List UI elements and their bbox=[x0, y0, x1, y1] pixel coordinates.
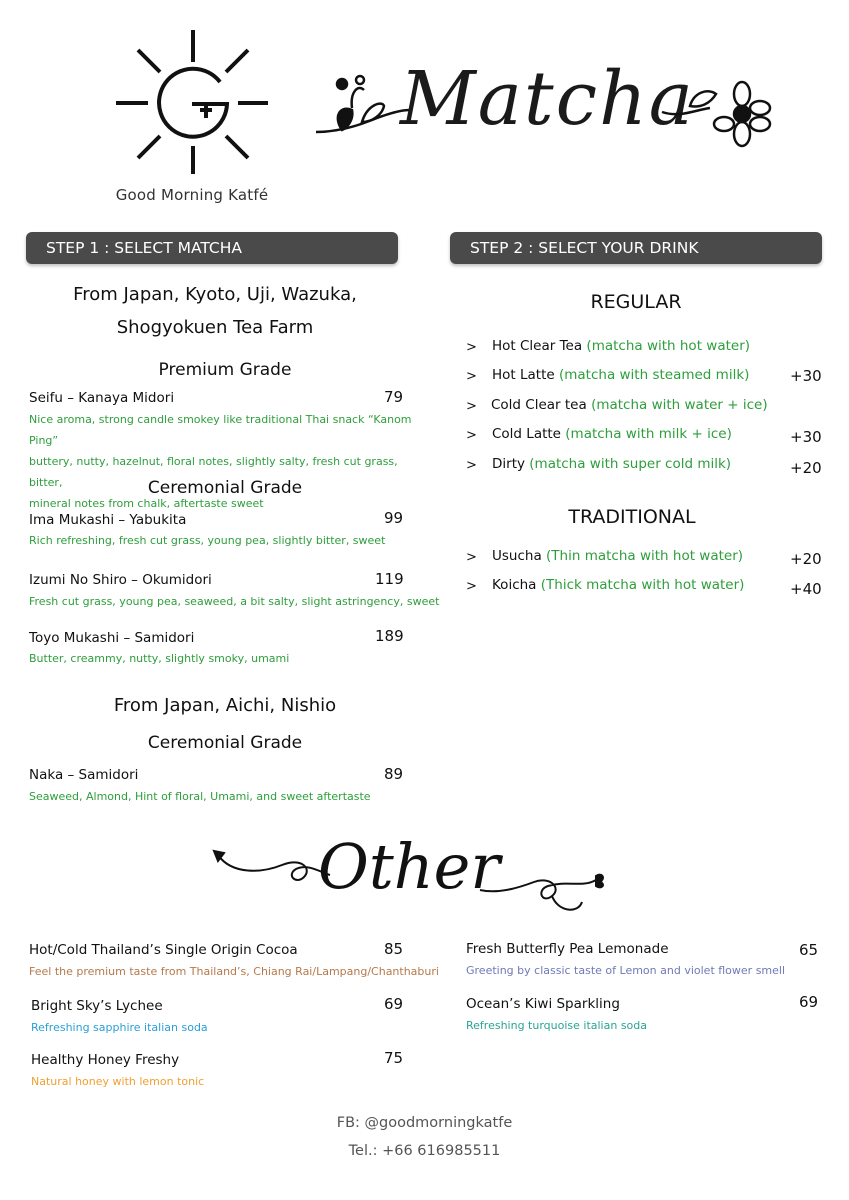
addon-price: +30 bbox=[790, 428, 822, 446]
right-flower-ornament-icon bbox=[660, 78, 772, 150]
matcha-item-name: Ima Mukashi – Yabukita bbox=[29, 512, 187, 528]
other-right-swirl-icon bbox=[478, 852, 608, 922]
other-item-price: 65 bbox=[799, 941, 819, 959]
other-item-description: Refreshing sapphire italian soda bbox=[31, 1021, 208, 1034]
matcha-item-description: Nice aroma, strong candle smokey like traditional Thai snack “Kanom Ping” buttery, nutty, hazelnut, floral notes, slightly salty, fresh cut grass, bitter, mineral notes from chalk, aftertaste sweet bbox=[29, 413, 412, 510]
chevron-right-icon: > bbox=[466, 369, 477, 384]
addon-price: +30 bbox=[790, 367, 822, 385]
other-item-price: 75 bbox=[384, 1049, 404, 1067]
other-item-name: Healthy Honey Freshy bbox=[31, 1052, 180, 1068]
chevron-right-icon: > bbox=[466, 458, 477, 473]
traditional-heading: TRADITIONAL bbox=[568, 506, 696, 528]
other-item-description: Feel the premium taste from Thailand’s, Chiang Rai/Lampang/Chanthaburi bbox=[29, 965, 439, 978]
phone-contact: Tel.: +66 616985511 bbox=[348, 1143, 501, 1159]
ceremonial-grade-heading: Ceremonial Grade bbox=[147, 478, 303, 498]
matcha-item-description: Rich refreshing, fresh cut grass, young pea, slightly bitter, sweet bbox=[29, 534, 386, 547]
matcha-item-name: Naka – Samidori bbox=[29, 767, 139, 783]
other-item-name: Ocean’s Kiwi Sparkling bbox=[466, 996, 620, 1012]
other-item-description: Natural honey with lemon tonic bbox=[31, 1075, 205, 1088]
other-left-swirl-icon bbox=[212, 845, 332, 905]
drink-option: Cold Clear tea (matcha with water + ice) bbox=[491, 397, 768, 413]
chevron-right-icon: > bbox=[466, 579, 477, 594]
matcha-item-name: Seifu – Kanaya Midori bbox=[29, 390, 175, 406]
drink-option: Dirty (matcha with super cold milk) bbox=[492, 456, 732, 472]
chevron-right-icon: > bbox=[466, 550, 477, 565]
other-section-title: Other bbox=[318, 830, 501, 903]
ceremonial-grade-heading: Ceremonial Grade bbox=[147, 733, 303, 753]
step1-header: STEP 1 : SELECT MATCHA bbox=[26, 232, 398, 264]
matcha-item-name: Izumi No Shiro – Okumidori bbox=[29, 572, 212, 588]
origin-heading-aichi: From Japan, Aichi, Nishio bbox=[113, 695, 337, 716]
drink-option: Koicha (Thick matcha with hot water) bbox=[492, 577, 745, 593]
drink-option: Usucha (Thin matcha with hot water) bbox=[492, 548, 744, 564]
other-item-price: 69 bbox=[799, 993, 819, 1011]
chevron-right-icon: > bbox=[466, 340, 477, 355]
other-item-price: 69 bbox=[384, 995, 404, 1013]
brand-name: Good Morning Katfé bbox=[115, 186, 269, 204]
matcha-item-name: Toyo Mukashi – Samidori bbox=[29, 630, 195, 646]
matcha-item-price: 99 bbox=[384, 509, 404, 527]
step2-header: STEP 2 : SELECT YOUR DRINK bbox=[450, 232, 822, 264]
drink-option: Cold Latte (matcha with milk + ice) bbox=[492, 426, 732, 442]
matcha-item-price: 119 bbox=[375, 570, 404, 588]
other-item-description: Greeting by classic taste of Lemon and violet flower smell bbox=[466, 964, 786, 977]
facebook-contact: FB: @goodmorningkatfe bbox=[336, 1115, 513, 1131]
drink-option: Hot Latte (matcha with steamed milk) bbox=[492, 367, 750, 383]
other-item-name: Hot/Cold Thailand’s Single Origin Cocoa bbox=[29, 942, 298, 958]
addon-price: +20 bbox=[790, 459, 822, 477]
left-vine-ornament-icon bbox=[312, 70, 412, 150]
matcha-item-description: Seaweed, Almond, Hint of floral, Umami, and sweet aftertaste bbox=[29, 790, 371, 803]
other-item-name: Fresh Butterfly Pea Lemonade bbox=[466, 941, 669, 957]
page-title: Matcha bbox=[400, 56, 695, 142]
origin-heading-farm: Shogyokuen Tea Farm bbox=[116, 317, 314, 338]
origin-heading-kyoto: From Japan, Kyoto, Uji, Wazuka, bbox=[73, 284, 357, 305]
matcha-item-price: 189 bbox=[375, 627, 404, 645]
addon-price: +20 bbox=[790, 550, 822, 568]
other-item-name: Bright Sky’s Lychee bbox=[31, 998, 163, 1014]
addon-price: +40 bbox=[790, 580, 822, 598]
matcha-item-price: 89 bbox=[384, 765, 404, 783]
matcha-item-description: Butter, creammy, nutty, slightly smoky, umami bbox=[29, 652, 290, 665]
chevron-right-icon: > bbox=[466, 399, 477, 414]
chevron-right-icon: > bbox=[466, 428, 477, 443]
matcha-item-description: Fresh cut grass, young pea, seaweed, a bit salty, slight astringency, sweet bbox=[29, 595, 440, 608]
drink-option: Hot Clear Tea (matcha with hot water) bbox=[492, 338, 751, 354]
other-item-price: 85 bbox=[384, 940, 404, 958]
regular-heading: REGULAR bbox=[590, 291, 682, 313]
premium-grade-heading: Premium Grade bbox=[158, 360, 292, 380]
matcha-item-price: 79 bbox=[384, 388, 404, 406]
other-item-description: Refreshing turquoise italian soda bbox=[466, 1019, 648, 1032]
sun-logo-icon bbox=[108, 26, 278, 176]
